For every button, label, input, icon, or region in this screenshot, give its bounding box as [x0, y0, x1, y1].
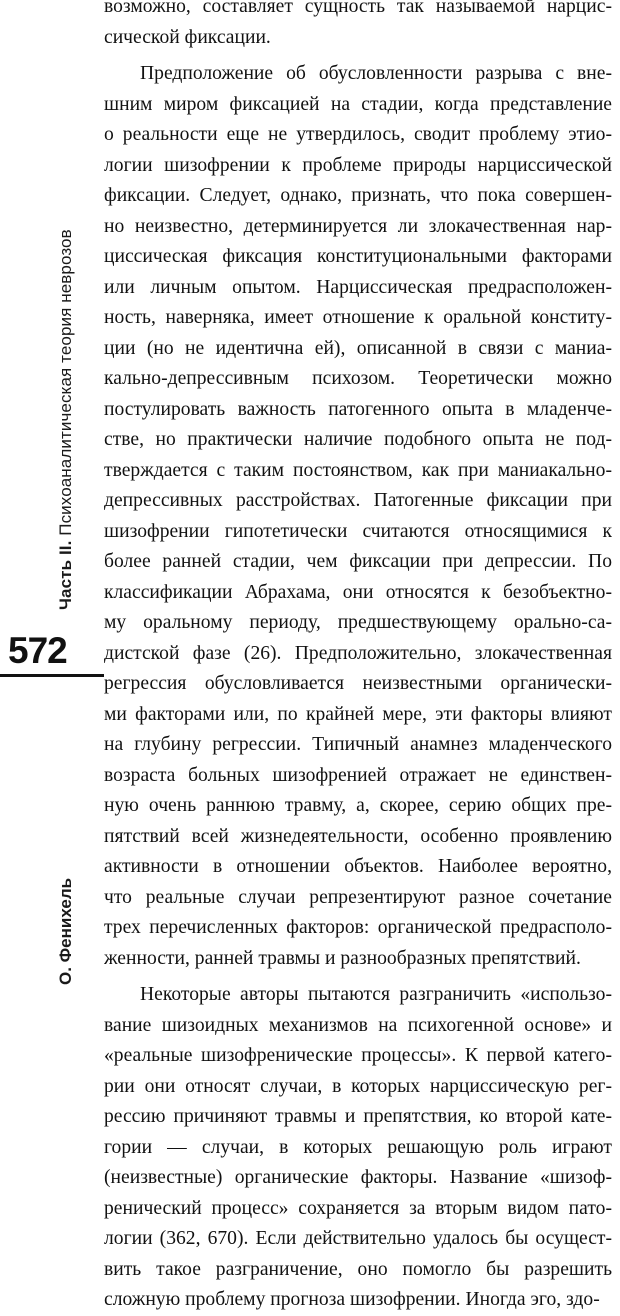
text-line: или личным опытом. Нарциссическая предрасположен-	[104, 276, 612, 298]
text-line: что реальные случаи репрезентируют разное сочетание	[104, 886, 612, 908]
text-line: шизофрении гипотетически считаются относящимися к	[104, 520, 612, 542]
paragraph	[104, 59, 612, 974]
text-line: более ранней стадии, чем фиксации при депрессии. По	[104, 551, 612, 572]
text-line: возраста больных шизофренией отражает не единствен-	[104, 764, 612, 786]
text-line: циссическая фиксация конституциональными факторами	[104, 246, 612, 267]
text-line: тверждается с таким постоянством, как при маниакально-	[104, 459, 612, 481]
running-head	[56, 229, 76, 610]
page-number: 572	[8, 630, 67, 671]
running-head-part: Часть II.	[56, 540, 75, 610]
text-line: «реальные шизофренические процессы». К первой катего-	[104, 1045, 612, 1066]
text-line: рессию причиняют травмы и препятствия, ко второй кате-	[104, 1106, 612, 1127]
text-line: ность, наверняка, имеет отношение к оральной конститу-	[104, 307, 612, 328]
text-line: стве, но практически наличие подобного опыта не под-	[104, 429, 612, 450]
text-line: сложную проблему прогноза шизофрении. Иногда эго, здо-	[104, 1289, 600, 1310]
body-text	[104, 0, 612, 1316]
text-line: сической фиксации.	[104, 26, 271, 48]
text-line: ную очень раннюю травму, а, скорее, серию общих пре-	[104, 795, 612, 816]
text-line: классификации Абрахама, они относятся к безобъектно-	[104, 581, 612, 603]
text-line: женности, ранней травмы и разнообразных препятствий.	[104, 947, 581, 969]
text-line: рии они относят случаи, в которых нарциссическую рег-	[104, 1075, 612, 1097]
text-line: ми факторами или, по крайней мере, эти факторы влияют	[104, 703, 612, 725]
text-line: активности в отношении объектов. Наиболее вероятно,	[104, 856, 612, 877]
text-line: му оральному периоду, предшествующему орально-са-	[104, 612, 612, 633]
text-line: дистской фазе (26). Предположительно, злокачественная	[104, 642, 612, 664]
text-line: трех перечисленных факторов: органической предрасполо-	[104, 917, 612, 938]
text-line: Некоторые авторы пытаются разграничить «использо-	[140, 984, 612, 1005]
text-line: но неизвестно, детерминируется ли злокачественная нар-	[104, 215, 612, 237]
text-line: пятствий всей жизнедеятельности, особенно проявлению	[104, 825, 612, 847]
author-name: О. Фенихель	[56, 877, 75, 985]
text-line: Предположение об обусловленности разрыва с вне-	[140, 63, 612, 84]
text-line: возможно, составляет сущность так называемой нарцис-	[104, 0, 612, 17]
text-line: о реальности еще не утвердилось, сводит проблему этио-	[104, 124, 612, 145]
text-line: ренический процесс» сохраняется за вторым видом пато-	[104, 1197, 612, 1219]
text-line: депрессивных расстройствах. Патогенные фиксации при	[104, 490, 612, 511]
text-line: постулировать важность патогенного опыта в младенче-	[104, 398, 612, 420]
running-head-title: Психоаналитическая теория неврозов	[56, 229, 75, 536]
text-line: вить такое разграничение, оно помогло бы разрешить	[104, 1258, 612, 1280]
paragraph	[104, 980, 612, 1316]
text-line: фиксации. Следует, однако, признать, что пока совершен-	[104, 185, 612, 206]
text-line: логии (362, 670). Если действительно удалось бы осущест-	[104, 1228, 612, 1249]
text-line: вание шизоидных механизмов на психогенной основе» и	[104, 1014, 612, 1036]
paragraph	[104, 0, 612, 53]
text-line: ции (но не идентична ей), описанной в связи с маниа-	[104, 337, 612, 359]
text-line: (неизвестные) органические факторы. Название «шизоф-	[104, 1167, 612, 1188]
text-line: шним миром фиксацией на стадии, когда представление	[104, 93, 612, 115]
page-number-rule	[0, 674, 104, 677]
text-line: кально-депрессивным психозом. Теоретически можно	[104, 368, 612, 389]
text-line: на глубину регрессии. Типичный анамнез младенческого	[104, 734, 612, 755]
text-line: регрессия обусловливается неизвестными органически-	[104, 673, 612, 694]
text-line: гории — случаи, в которых решающую роль играют	[104, 1136, 612, 1158]
text-line: логии шизофрении к проблеме природы нарциссической	[104, 154, 612, 176]
